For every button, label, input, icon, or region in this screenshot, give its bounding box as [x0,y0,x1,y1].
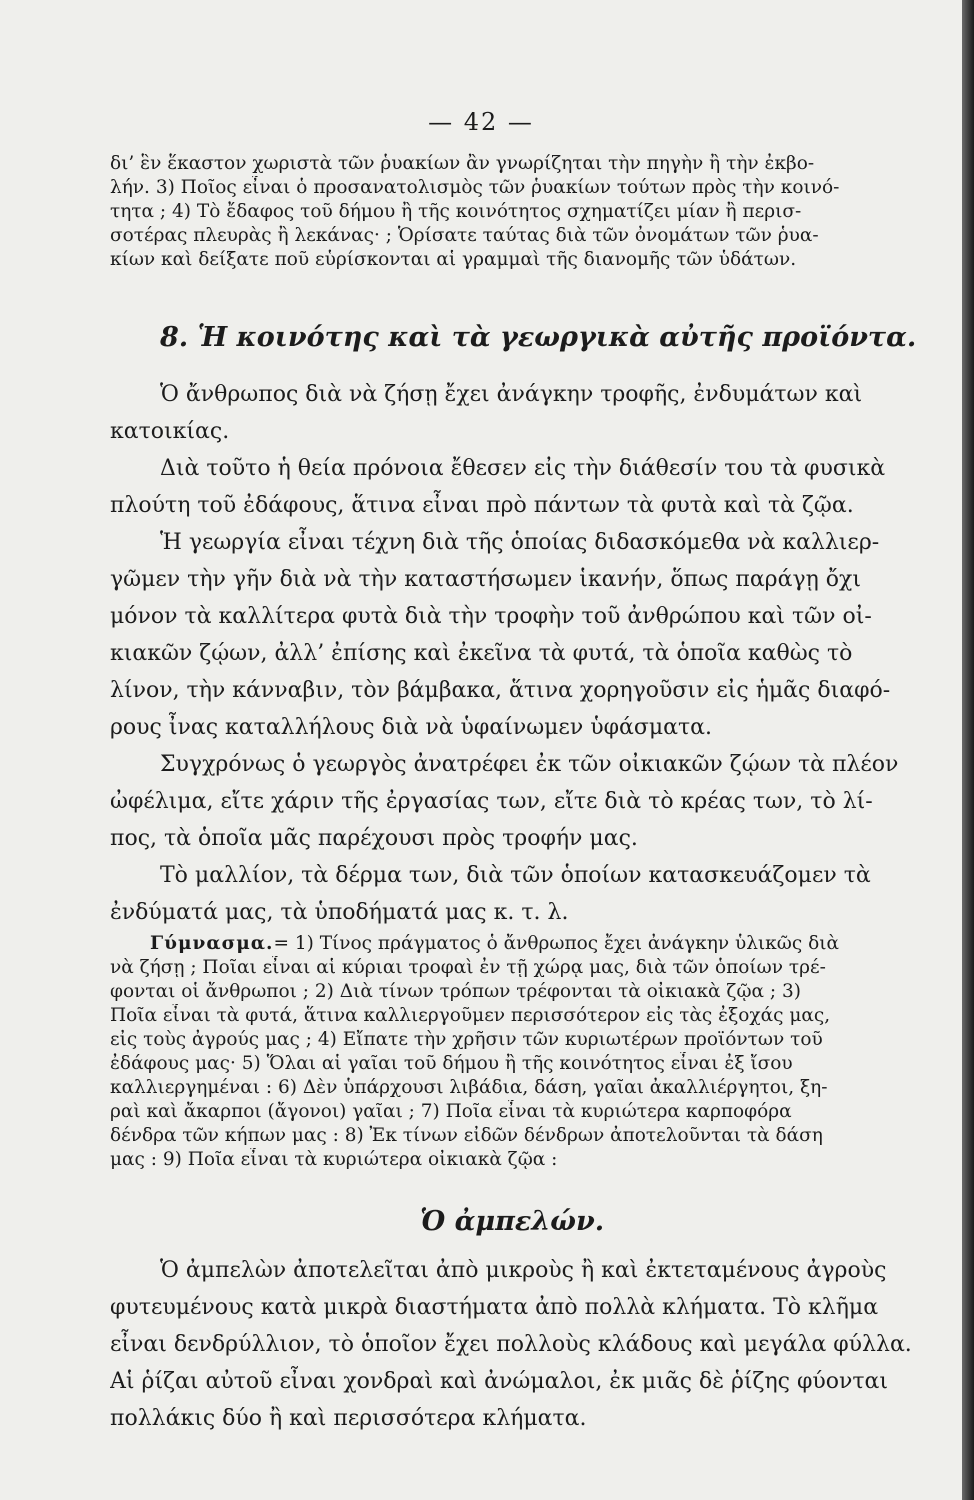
text-line: μόνον τὰ καλλίτερα φυτὰ διὰ τὴν τροφὴν τοῦ ἀνθρώπου καὶ τῶν οἰ- [110,604,872,629]
text-line: Διὰ τοῦτο ἡ θεία πρόνοια ἔθεσεν εἰς τὴν διάθεσίν του τὰ φυσικὰ [160,456,886,481]
text-line: φονται οἱ ἄνθρωποι ; 2) Διὰ τίνων τρόπων τρέφονται τὰ οἰκιακὰ ζῷα ; 3) [110,981,802,1002]
intro-paragraph [110,152,940,272]
text-line: κιακῶν ζῴων, ἀλλ’ ἐπίσης καὶ ἐκεῖνα τὰ φυτά, τὰ ὁποῖα καθὼς τὸ [110,641,853,666]
text-line: ραὶ καὶ ἄκαρποι (ἄγονοι) γαῖαι ; 7) Ποῖα εἶναι τὰ κυριώτερα καρποφόρα [110,1101,792,1122]
text-line: Τὸ μαλλίον, τὰ δέρμα των, διὰ τῶν ὁποίων κατασκευάζομεν τὰ [160,863,871,888]
text-line: γῶμεν τὴν γῆν διὰ νὰ τὴν καταστήσωμεν ἱκανήν, ὅπως παράγῃ ὄχι [110,567,861,592]
text-line: Ποῖα εἶναι τὰ φυτά, ἅτινα καλλιεργοῦμεν περισσότερον εἰς τὰς ἐξοχάς μας, [110,1005,831,1026]
page-edge-shadow [962,0,974,1500]
text-line: πλούτη τοῦ ἐδάφους, ἅτινα εἶναι πρὸ πάντων τὰ φυτὰ καὶ τὰ ζῷα. [110,493,854,518]
text-line: τητα ; 4) Τὸ ἔδαφος τοῦ δήμου ἢ τῆς κοινότητος σχηματίζει μίαν ἢ περισ- [110,201,802,222]
section-body [110,376,940,931]
text-line: Ὁ ἀμπελὼν ἀποτελεῖται ἀπὸ μικροὺς ἢ καὶ ἐκτεταμένους ἀγροὺς [160,1258,887,1283]
text-line: δένδρα τῶν κήπων μας : 8) Ἐκ τίνων εἰδῶν δένδρων ἀποτελοῦνται τὰ δάση [110,1125,823,1146]
vineyard-body [110,1252,930,1437]
section-heading: 8. Ἡ κοινότης καὶ τὰ γεωργικὰ αὐτῆς προϊόντα. [160,322,917,353]
text-line: ἐδάφους μας· 5) Ὅλαι αἱ γαῖαι τοῦ δήμου ἢ τῆς κοινότητος εἶναι ἐξ ἴσου [110,1053,793,1074]
text-line [110,932,940,956]
text-line: Συγχρόνως ὁ γεωργὸς ἀνατρέφει ἐκ τῶν οἰκιακῶν ζῴων τὰ πλέον [160,752,899,777]
vineyard-heading: Ὁ ἀμπελών. [420,1206,605,1237]
text-line: Ἡ γεωργία εἶναι τέχνη διὰ τῆς ὁποίας διδασκόμεθα νὰ καλλιερ- [160,530,880,555]
text-line: Αἱ ῥίζαι αὐτοῦ εἶναι χονδραὶ καὶ ἀνώμαλοι, ἐκ μιᾶς δὲ ῥίζης φύονται [110,1369,889,1394]
text-line: πος, τὰ ὁποῖα μᾶς παρέχουσι πρὸς τροφήν μας. [110,826,638,851]
text-line: λίνον, τὴν κάνναβιν, τὸν βάμβακα, ἅτινα χορηγοῦσιν εἰς ἡμᾶς διαφό- [110,678,891,703]
text-line: ὠφέλιμα, εἴτε χάριν τῆς ἐργασίας των, εἴτε διὰ τὸ κρέας των, τὸ λί- [110,789,873,814]
text-line: λήν. 3) Ποῖος εἶναι ὁ προσανατολισμὸς τῶν ῥυακίων τούτων πρὸς τὴν κοινό- [110,177,840,198]
text-line: φυτευμένους κατὰ μικρὰ διαστήματα ἀπὸ πολλὰ κλήματα. Τὸ κλῆμα [110,1295,879,1320]
exercise-first-line: = 1) Τίνος πράγματος ὁ ἄνθρωπος ἔχει ἀνάγκην ὑλικῶς διὰ [273,933,839,954]
text-line: Ὁ ἄνθρωπος διὰ νὰ ζήσῃ ἔχει ἀνάγκην τροφῆς, ἐνδυμάτων καὶ [160,382,863,407]
text-line: κίων καὶ δείξατε ποῦ εὑρίσκονται αἱ γραμμαὶ τῆς διανομῆς τῶν ὑδάτων. [110,249,797,270]
exercise-paragraph [110,932,940,1172]
text-line: ἐνδύματά μας, τὰ ὑποδήματά μας κ. τ. λ. [110,900,569,925]
text-line: πολλάκις δύο ἢ καὶ περισσότερα κλήματα. [110,1406,587,1431]
page-number: — 42 — [428,108,534,136]
text-line: μας : 9) Ποῖα εἶναι τὰ κυριώτερα οἰκιακὰ ζῷα : [110,1149,558,1170]
text-line: νὰ ζήσῃ ; Ποῖαι εἶναι αἱ κύριαι τροφαὶ ἐν τῇ χώρᾳ μας, διὰ τῶν ὁποίων τρέ- [110,957,826,978]
text-line: εἰς τοὺς ἀγρούς μας ; 4) Εἴπατε τὴν χρῆσιν τῶν κυριωτέρων προϊόντων τοῦ [110,1029,823,1050]
text-line: κατοικίας. [110,419,230,444]
text-line: δι’ ἓν ἕκαστον χωριστὰ τῶν ῥυακίων ἂν γνωρίζηται τὴν πηγὴν ἢ τὴν ἐκβο- [110,153,815,174]
text-line: καλλιεργημέναι : 6) Δὲν ὑπάρχουσι λιβάδια, δάση, γαῖαι ἀκαλλιέργητοι, ξη- [110,1077,828,1098]
text-line: εἶναι δενδρύλλιον, τὸ ὁποῖον ἔχει πολλοὺς κλάδους καὶ μεγάλα φύλλα. [110,1332,912,1357]
exercise-label: Γύμνασμα. [150,933,274,954]
text-line: σοτέρας πλευρὰς ἢ λεκάνας· ; Ὁρίσατε ταύτας διὰ τῶν ὀνομάτων τῶν ῥυα- [110,225,819,246]
text-line: ρους ἶνας καταλλήλους διὰ νὰ ὑφαίνωμεν ὑφάσματα. [110,715,713,740]
